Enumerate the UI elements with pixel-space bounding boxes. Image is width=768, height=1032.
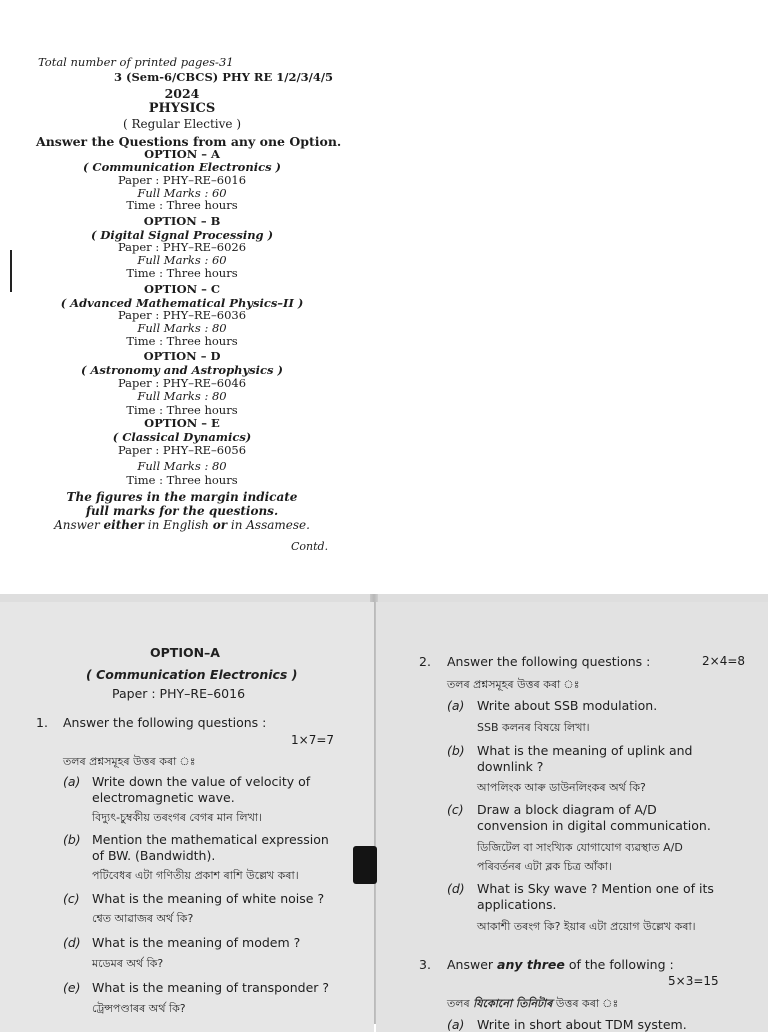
question-2-text: Answer the following questions : (447, 654, 651, 669)
option-a-label: OPTION – A (144, 147, 220, 161)
q1-item-c-label: (c) (63, 891, 80, 906)
q2-item-d-label: (d) (447, 881, 465, 896)
option-b-marks: Full Marks : 60 (137, 253, 227, 267)
option-e-title: ( Classical Dynamics) (112, 430, 252, 444)
question-3-marks: 5×3=15 (668, 974, 719, 988)
question-1-text: Answer the following questions : (63, 715, 267, 730)
question-2-assamese: তলৰ প্ৰশ্নসমূহৰ উত্তৰ কৰা ঃ (447, 678, 580, 691)
option-b-time: Time : Three hours (126, 266, 238, 280)
q2-item-a-line-1: Write about SSB modulation. (477, 698, 658, 713)
language-instruction: Answer either in English or in Assamese. (54, 518, 310, 532)
option-d-paper: Paper : PHY–RE–6046 (117, 376, 247, 390)
question-2-marks: 2×4=8 (702, 654, 746, 668)
margin-note-line-1: The figures in the margin indicate (66, 490, 298, 504)
option-e-label: OPTION – E (144, 416, 220, 430)
q1-item-a-line-1: Write down the value of velocity of (92, 774, 311, 789)
option-d-time: Time : Three hours (126, 403, 238, 417)
q1-item-e-label: (e) (63, 980, 81, 995)
pen-stroke-mark (10, 250, 12, 292)
option-c-paper: Paper : PHY–RE–6036 (117, 308, 247, 322)
option-b-paper: Paper : PHY–RE–6026 (117, 240, 247, 254)
q2-item-b-line-1: What is the meaning of uplink and (477, 743, 693, 758)
option-d-marks: Full Marks : 80 (137, 389, 227, 403)
option-instruction: Answer the Questions from any one Option. (36, 134, 342, 149)
question-3-assamese: তলৰ যিকোনো তিনিটাৰ উত্তৰ কৰা ঃ (447, 997, 619, 1010)
question-1-assamese: তলৰ প্ৰশ্নসমূহৰ উত্তৰ কৰা ঃ (63, 755, 196, 768)
q1-item-b-label: (b) (63, 832, 81, 847)
q2-item-b-line-2: downlink ? (477, 759, 544, 774)
q2-item-d-assamese: আকাশী তৰংগ কি? ইয়াৰ এটা প্ৰয়োগ উল্লেখ কৰা। (477, 920, 696, 933)
option-c-time: Time : Three hours (126, 334, 238, 348)
q1-item-b-line-1: Mention the mathematical expression (92, 832, 329, 847)
q2-item-c-label: (c) (447, 802, 464, 817)
subject-title: PHYSICS (148, 101, 216, 116)
ink-blot (353, 846, 377, 884)
option-c-marks: Full Marks : 80 (137, 321, 227, 335)
cover-sheet (0, 0, 380, 590)
question-1-marks: 1×7=7 (291, 733, 335, 747)
q3-item-a-label: (a) (447, 1017, 465, 1032)
option-b-title: ( Digital Signal Processing ) (90, 228, 274, 242)
q2-item-a-assamese: SSB কলনৰ বিষয়ে লিখা। (477, 721, 590, 734)
option-c-title: ( Advanced Mathematical Physics–II ) (60, 296, 304, 310)
q1-item-a-line-2: electromagnetic wave. (92, 790, 235, 805)
booklet-spread (0, 594, 768, 1032)
q2-item-c-line-2: convension in digital communication. (477, 818, 711, 833)
margin-note-line-2: full marks for the questions. (85, 504, 279, 518)
printed-pages: Total number of printed pages-31 (38, 55, 234, 69)
q2-item-b-assamese: আপলিংক আৰু ডাউনলিংকৰ অৰ্থ কি? (477, 781, 646, 794)
q2-item-d-line-1: What is Sky wave ? Mention one of its (477, 881, 714, 896)
left-option-title: ( Communication Electronics ) (86, 667, 298, 682)
q1-item-d-assamese: মডেমৰ অৰ্থ কি? (92, 957, 164, 970)
q1-item-a-assamese: বিদ্যুৎ-চুম্বকীয় তৰংগৰ বেগৰ মান লিখা। (92, 811, 262, 824)
q1-item-c-assamese: শ্বেত আৱাজৰ অৰ্থ কি? (92, 912, 194, 925)
paper-code: 3 (Sem-6/CBCS) PHY RE 1/2/3/4/5 (114, 70, 334, 84)
q2-item-b-label: (b) (447, 743, 465, 758)
q2-item-a-label: (a) (447, 698, 465, 713)
option-c-label: OPTION – C (143, 282, 221, 296)
option-a-marks: Full Marks : 60 (137, 186, 227, 200)
left-paper-code: Paper : PHY–RE–6016 (112, 686, 246, 701)
q1-item-a-label: (a) (63, 774, 81, 789)
option-d-label: OPTION – D (143, 349, 221, 363)
option-a-paper: Paper : PHY–RE–6016 (117, 173, 247, 187)
option-d-title: ( Astronomy and Astrophysics ) (81, 363, 283, 377)
q2-item-c-assamese-line-1: ডিজিটেল বা সাংখ্যিক যোগাযোগ ব্যৱস্থাত A/D (477, 841, 683, 854)
contd-label: Contd. (291, 540, 329, 553)
q1-item-c-line-1: What is the meaning of white noise ? (92, 891, 325, 906)
question-3-text: Answer any three of the following : (447, 957, 674, 972)
option-a-title: ( Communication Electronics ) (82, 160, 281, 174)
q1-item-d-line-1: What is the meaning of modem ? (92, 935, 301, 950)
question-2-number: 2. (419, 654, 431, 669)
q2-item-c-line-1: Draw a block diagram of A/D (477, 802, 657, 817)
left-option-heading: OPTION–A (150, 645, 220, 660)
option-e-marks: Full Marks : 80 (137, 459, 227, 473)
q1-item-b-line-2: of BW. (Bandwidth). (92, 848, 216, 863)
q1-item-d-label: (d) (63, 935, 81, 950)
q3-item-a-line-1: Write in short about TDM system. (477, 1017, 687, 1032)
q2-item-d-line-2: applications. (477, 897, 557, 912)
q2-item-c-assamese-line-2: পৰিবৰ্তনৰ এটা ব্লক চিত্ৰ আঁকা। (477, 860, 612, 873)
option-e-time: Time : Three hours (126, 473, 238, 487)
option-e-paper: Paper : PHY–RE–6056 (117, 443, 247, 457)
exam-year: 2024 (164, 86, 200, 101)
q1-item-b-assamese: পটিবেধৰ এটা গণিতীয় প্ৰকাশ ৰাশি উল্লেখ কৰা। (92, 869, 299, 882)
q1-item-e-assamese: ট্ৰেন্সপণ্ডাৰৰ অৰ্থ কি? (92, 1002, 186, 1015)
question-3-number: 3. (419, 957, 431, 972)
option-a-time: Time : Three hours (126, 198, 238, 212)
q1-item-e-line-1: What is the meaning of transponder ? (92, 980, 330, 995)
left-page (0, 602, 374, 1032)
right-page (376, 602, 768, 1032)
option-b-label: OPTION – B (143, 214, 221, 228)
question-1-number: 1. (36, 715, 48, 730)
elective-label: ( Regular Elective ) (122, 117, 242, 131)
